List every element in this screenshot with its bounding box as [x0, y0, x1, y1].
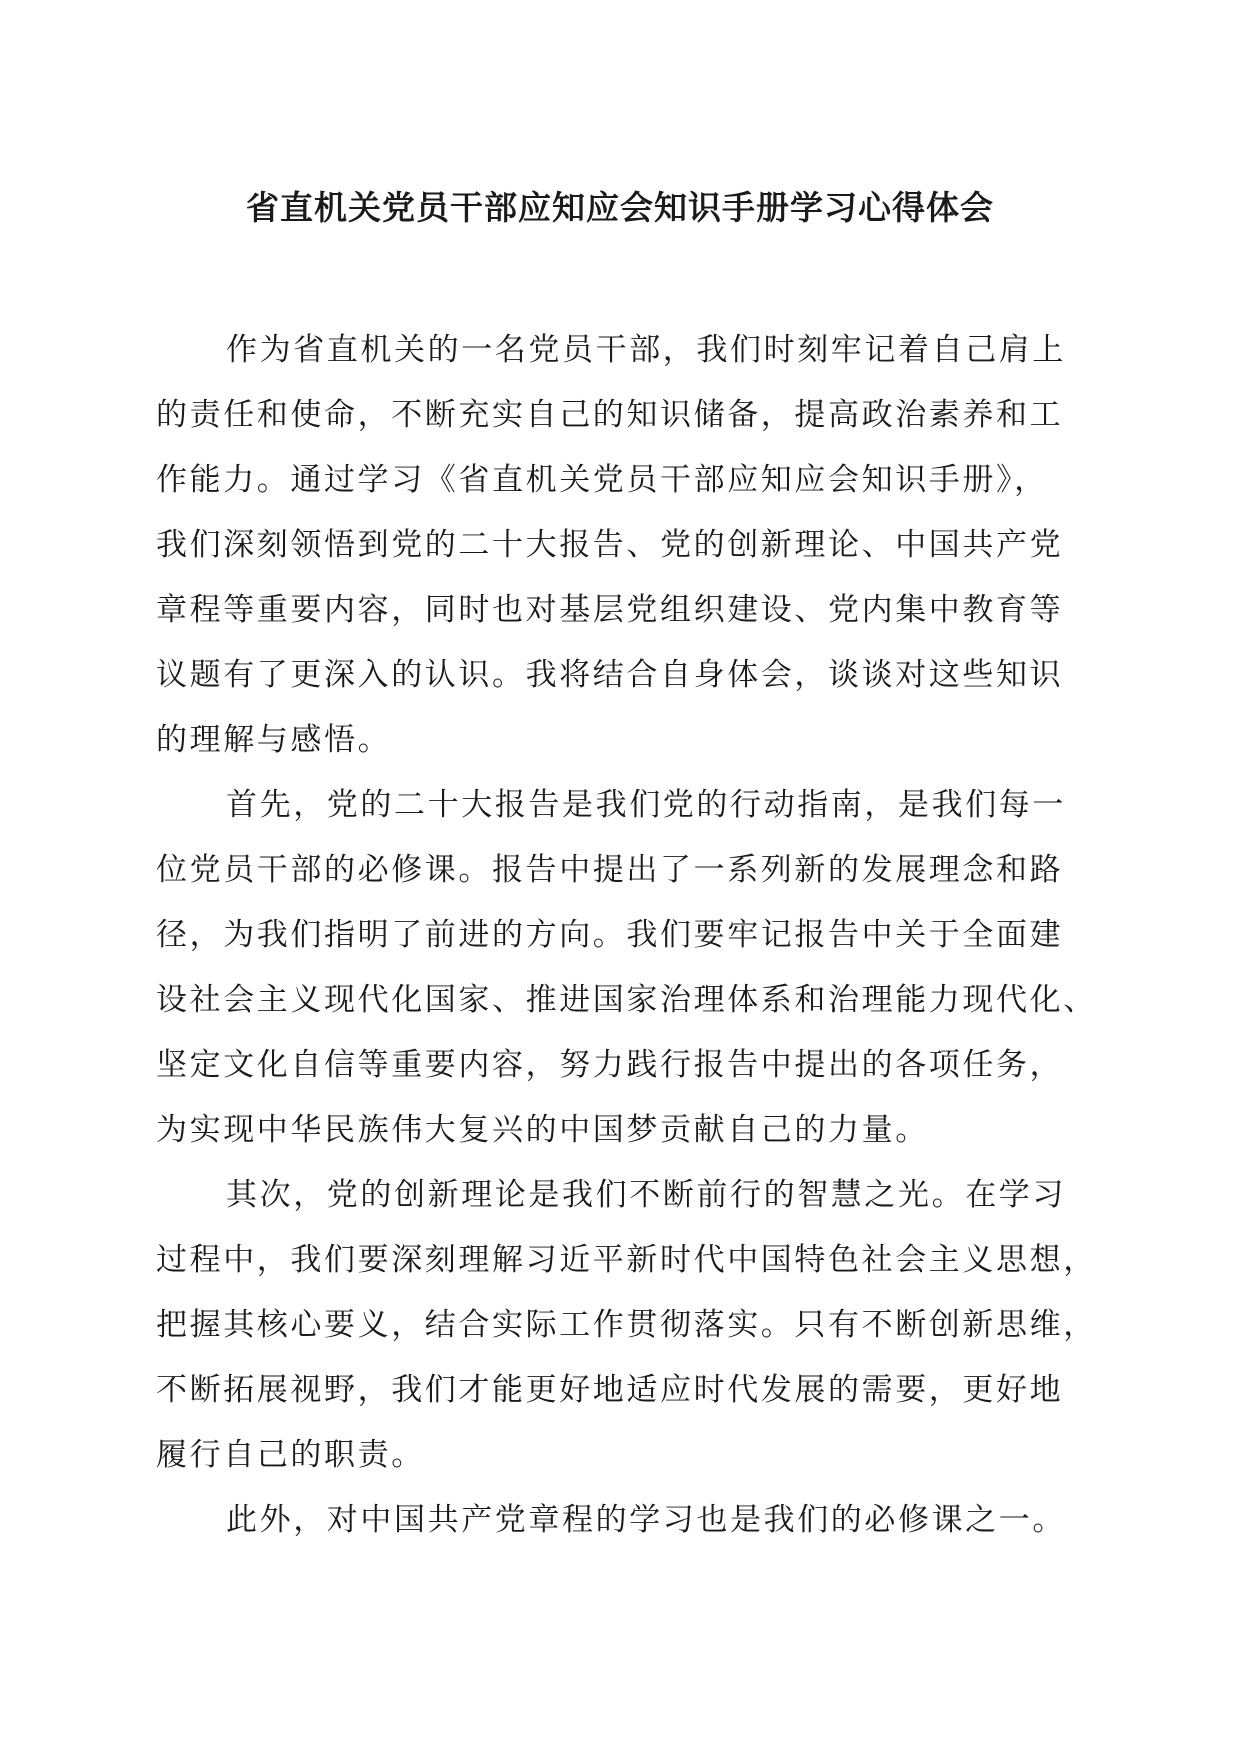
- paragraph-1-line-7: 的理解与感悟。: [156, 722, 392, 758]
- paragraph-3-line-4: 不断拓展视野，我们才能更好地适应时代发展的需要，更好地: [156, 1372, 1064, 1408]
- paragraph-1-line-5: 章程等重要内容，同时也对基层党组织建设、党内集中教育等: [156, 592, 1064, 628]
- document-title: 省直机关党员干部应知应会知识手册学习心得体会: [246, 188, 994, 227]
- paragraph-2-line-3: 径，为我们指明了前进的方向。我们要牢记报告中关于全面建: [156, 917, 1064, 953]
- paragraph-1-line-3: 作能力。通过学习《省直机关党员干部应知应会知识手册》，: [156, 462, 1048, 498]
- paragraph-1-line-1: 作为省直机关的一名党员干部，我们时刻牢记着自己肩上: [226, 332, 1066, 368]
- paragraph-3-line-3: 把握其核心要义，结合实际工作贯彻落实。只有不断创新思维，: [156, 1307, 1097, 1343]
- paragraph-1-line-2: 的责任和使命，不断充实自己的知识储备，提高政治素养和工: [156, 397, 1064, 433]
- document-body: [156, 318, 1097, 1553]
- paragraph-3-line-5: 履行自己的职责。: [156, 1437, 425, 1473]
- paragraph-2-line-6: 为实现中华民族伟大复兴的中国梦贡献自己的力量。: [156, 1112, 929, 1148]
- paragraph-3-line-2: 过程中，我们要深刻理解习近平新时代中国特色社会主义思想，: [156, 1242, 1097, 1278]
- paragraph-1-line-4: 我们深刻领悟到党的二十大报告、党的创新理论、中国共产党: [156, 527, 1064, 563]
- paragraph-4-line-1: 此外，对中国共产党章程的学习也是我们的必修课之一。: [226, 1502, 1066, 1538]
- paragraph-2-line-4: 设社会主义现代化国家、推进国家治理体系和治理能力现代化、: [156, 982, 1097, 1018]
- paragraph-1-line-6: 议题有了更深入的认识。我将结合自身体会，谈谈对这些知识: [156, 657, 1064, 693]
- paragraph-2-line-5: 坚定文化自信等重要内容，努力践行报告中提出的各项任务，: [156, 1047, 1064, 1083]
- paragraph-3-line-1: 其次，党的创新理论是我们不断前行的智慧之光。在学习: [226, 1177, 1066, 1213]
- paragraph-2-line-2: 位党员干部的必修课。报告中提出了一系列新的发展理念和路: [156, 852, 1064, 888]
- paragraph-2-line-1: 首先，党的二十大报告是我们党的行动指南，是我们每一: [226, 787, 1066, 823]
